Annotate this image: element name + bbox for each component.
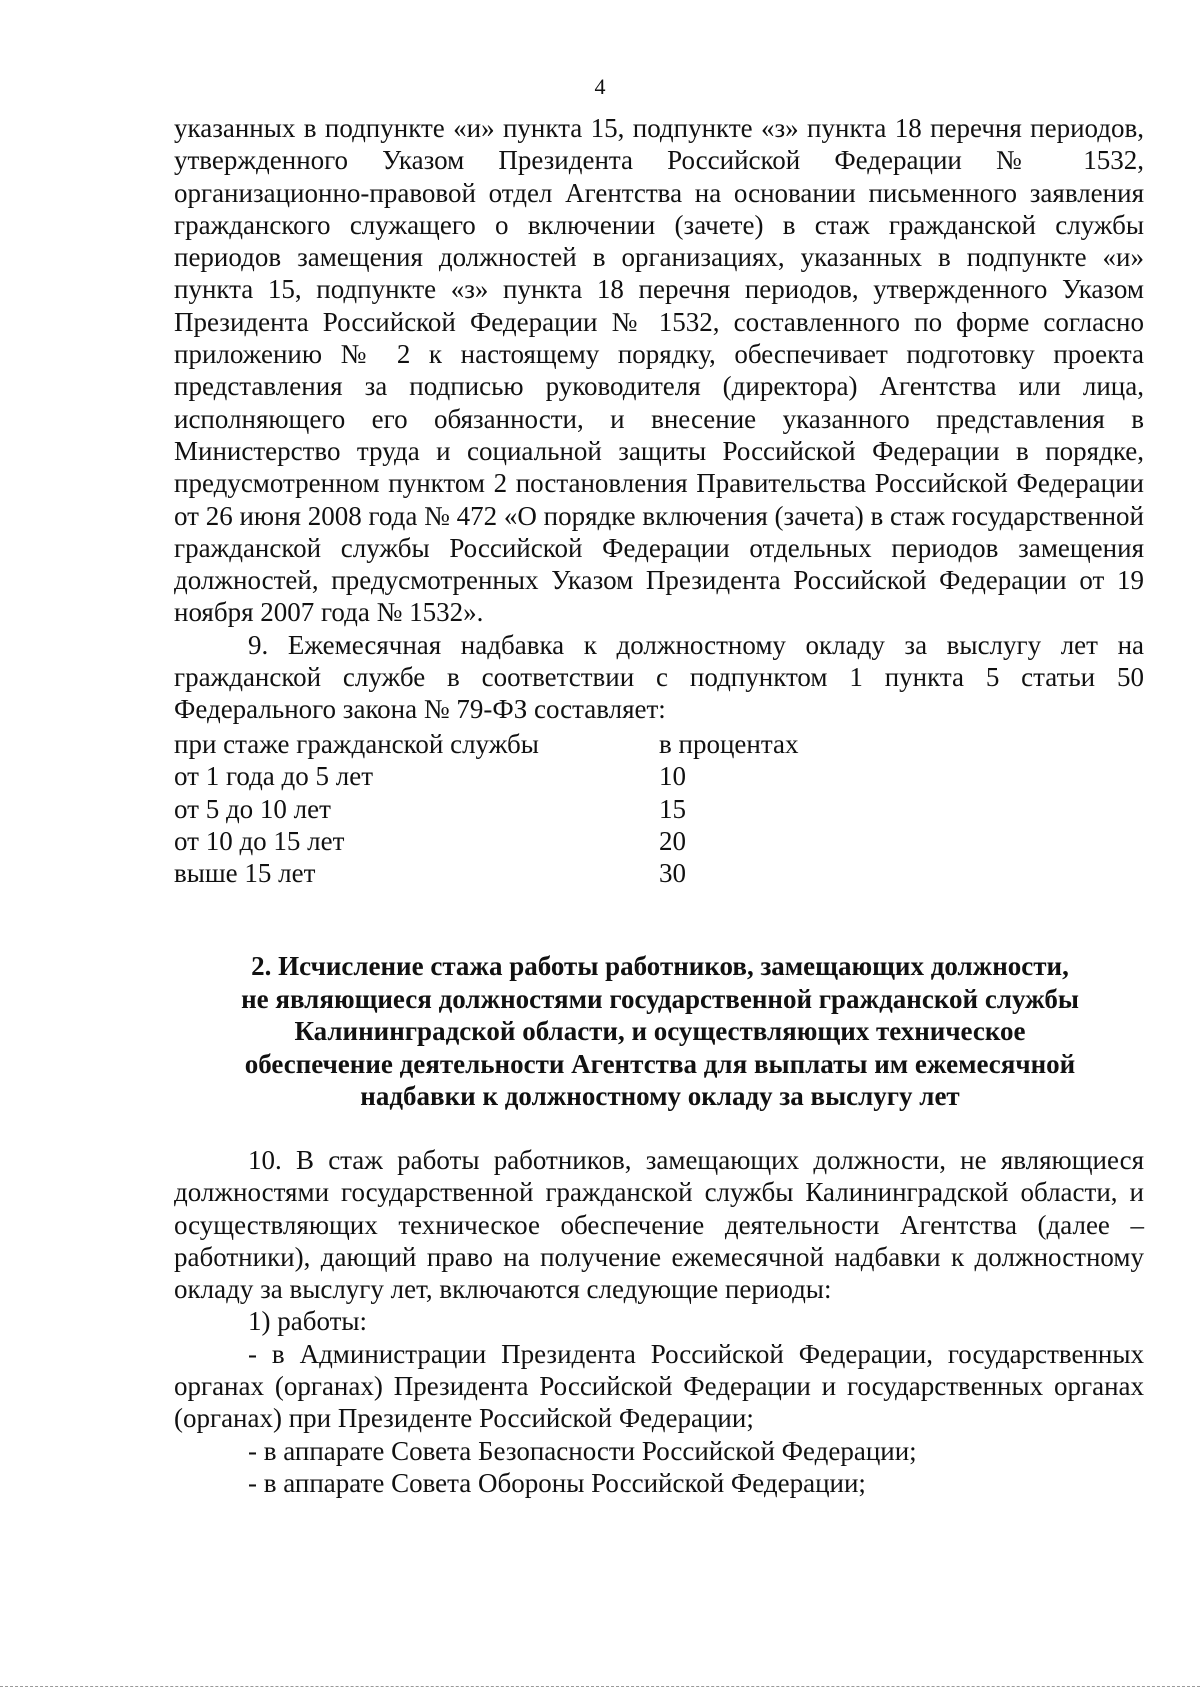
scan-edge-line [0,1686,1200,1687]
table-row [174,760,874,792]
list-item: - в Администрации Президента Российской Федерации, государственных органах (органах) Президента Российской Федерации и государственных органах (органах) при Президенте Российской Федерации; [174,1338,1144,1434]
list-item: - в аппарате Совета Обороны Российской Федерации; [248,1467,866,1498]
table-cell-experience: от 5 до 10 лет [174,793,331,824]
list-item: - в аппарате Совета Безопасности Российской Федерации; [248,1435,917,1466]
table-cell-percent: 20 [659,825,686,856]
body-text-bottom [174,1144,1144,1499]
table-cell-percent: 15 [659,793,686,824]
paragraph-9: 9. Ежемесячная надбавка к должностному окладу за выслугу лет на гражданской службе в соответствии с подпунктом 1 пункта 5 статьи 50 Федерального закона № 79-ФЗ составляет: [174,629,1144,725]
heading-line: 2. Исчисление стажа работы работников, замещающих должности, [251,951,1069,981]
table-cell-experience: от 10 до 15 лет [174,825,345,856]
table-cell-experience: выше 15 лет [174,858,316,889]
heading-line: обеспечение деятельности Агентства для выплаты им ежемесячной [244,1048,1076,1079]
table-cell-experience: от 1 года до 5 лет [174,761,374,792]
table-header-percent: в процентах [659,729,799,759]
table-header-experience: при стаже гражданской службы [174,729,539,759]
table-row [174,825,874,857]
table-header-row [174,728,874,760]
body-text-top [174,112,1144,726]
paragraph-10: 10. В стаж работы работников, замещающих должности, не являющиеся должностями государственной гражданской службы Калининградской области, и осуществляющих техническое обеспечение деятельности Агентства (далее – работники), дающий право на получение ежемесячной надбавки к должностному окладу за выслугу лет, включаются следующие периоды: [174,1145,1144,1305]
heading-line: Калининградской области, и осуществляющих техническое [294,1016,1026,1046]
seniority-table [174,728,874,889]
table-row [174,857,874,889]
paragraph-continuation: указанных в подпункте «и» пункта 15, подпункте «з» пункта 18 перечня периодов, утвержденного Указом Президента Российской Федерации № 1532, организационно-правовой отдел Агентства на основании письменного заявления гражданского служащего о включении (зачете) в стаж гражданской службы периодов замещения должностей в организациях, указанных в подпункте «и» пункта 15, подпункте «з» пункта 18 перечня периодов, утвержденного Указом Президента Российской Федерации № 1532, составленного по форме согласно приложению № 2 к настоящему порядку, обеспечивает подготовку проекта представления за подписью руководителя (директора) Агентства или лица, исполняющего его обязанности, и внесение указанного представления в Министерство труда и социальной защиты Российской Федерации в порядке, предусмотренном пунктом 2 постановления Правительства Российской Федерации от 26 июня 2008 года № 472 «О порядке включения (зачета) в стаж государственной гражданской службы Российской Федерации отдельных периодов замещения должностей, предусмотренных Указом Президента Российской Федерации от 19 ноября 2007 года № 1532». [174,113,1144,628]
heading-line: не являющиеся должностями государственной гражданской службы [241,983,1079,1014]
table-cell-percent: 10 [659,761,686,792]
table-cell-percent: 30 [659,858,686,889]
heading-line: надбавки к должностному окладу за выслугу лет [360,1081,960,1111]
page-number: 4 [594,74,606,99]
section-heading [190,950,1130,1113]
list-heading: 1) работы: [248,1306,368,1337]
table-row [174,793,874,825]
